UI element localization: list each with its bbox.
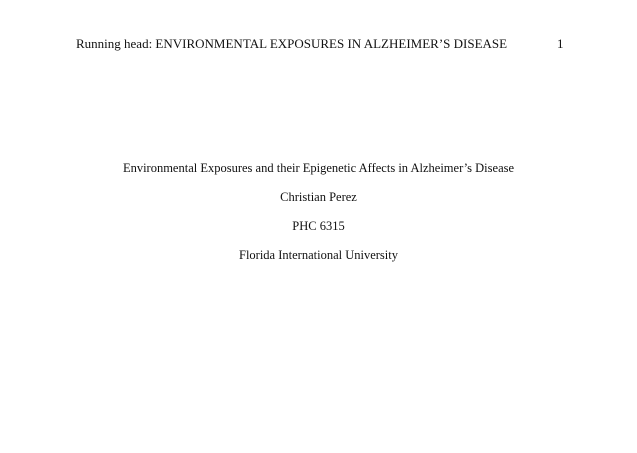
institution-name: Florida International University	[239, 248, 398, 262]
running-head: Running head: ENVIRONMENTAL EXPOSURES IN ALZHEIMER’S DISEASE	[76, 36, 508, 51]
page-number: 1	[557, 36, 564, 51]
author-name: Christian Perez	[280, 190, 357, 204]
course-code: PHC 6315	[292, 219, 345, 233]
title-block	[0, 160, 637, 276]
paper-title: Environmental Exposures and their Epigenetic Affects in Alzheimer’s Disease	[122, 161, 515, 175]
